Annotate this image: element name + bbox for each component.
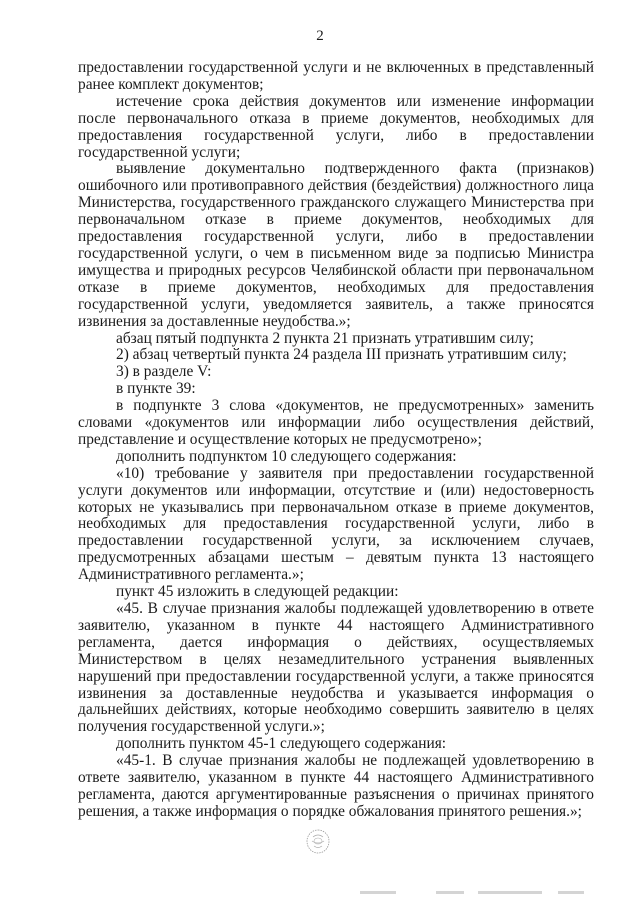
paragraph: «45-1. В случае признания жалобы не подлежащей удовлетворению в ответе заявителю, указанном в пункте 44 настоящего Административного регламента, даются аргументированные разъяснения о причинах принятого решения, а также информация о порядке обжалования принятого решения.»;	[78, 752, 594, 820]
scan-artifact	[478, 891, 542, 894]
paragraph: истечение срока действия документов или изменение информации после первоначального отказа в приеме документов, необходимых для предоставления государственной услуги, либо в предоставлении государственной услуги;	[78, 92, 594, 161]
scan-artifact	[436, 891, 464, 894]
paragraph: «45. В случае признания жалобы подлежащей удовлетворению в ответе заявителю, указанном в пункте 44 настоящего Административного регламента, дается информация о действиях, осуществляемых Министерством в целях незамедлительного устранения выявленных нарушений при предоставлении государственной услуги, а также приносятся извинения за доставленные неудобства и указывается информация о дальнейших действиях, которые необходимо совершить заявителю в целях получения государственной услуги.»;	[78, 600, 594, 736]
document-body	[78, 60, 594, 821]
paragraph: дополнить пунктом 45-1 следующего содержания:	[116, 735, 447, 753]
paragraph: выявление документально подтвержденного факта (признаков) ошибочного или противоправного действия (бездействия) должностного лица Министерства, государственного гражданского служащего Министерства при первоначальном отказе в приеме документов, необходимых для предоставления государственной услуги, либо в предоставлении государственной услуги, о чем в письменном виде за подписью Министра имущества и природных ресурсов Челябинской области при первоначальном отказе в приеме документов, необходимых для предоставления государственной услуги, уведомляется заявитель, а также приносятся извинения за доставленные неудобства.»;	[78, 160, 594, 330]
paragraph: в подпункте 3 слова «документов, не предусмотренных» заменить словами «документов или информации либо осуществления действий, представление и осуществление которых не предусмотрено»;	[78, 397, 594, 448]
scan-artifact	[558, 891, 584, 894]
seal-stamp-icon	[303, 828, 333, 856]
paragraph: пункт 45 изложить в следующей редакции:	[116, 583, 399, 601]
paragraph-continuation: предоставлении государственной услуги и не включенных в представленный ранее комплект документов;	[78, 59, 594, 93]
scan-artifact	[360, 891, 396, 894]
paragraph: «10) требование у заявителя при предоставлении государственной услуги документов или информации, отсутствие и (или) недостоверность которых не указывались при первоначальном отказе в приеме документов, необходимых для предоставления государственной услуги, либо в предоставлении государственной услуги, за исключением случаев, предусмотренных абзацами шестым – девятым пункта 13 настоящего Административного регламента.»;	[78, 464, 594, 584]
paragraph: 3) в разделе V:	[116, 363, 212, 381]
paragraph: дополнить подпунктом 10 следующего содержания:	[116, 447, 457, 465]
paragraph: 2) абзац четвертый пункта 24 раздела III признать утратившим силу;	[116, 346, 567, 364]
paragraph: в пункте 39:	[116, 380, 196, 398]
page-number: 2	[316, 28, 324, 44]
paragraph: абзац пятый подпункта 2 пункта 21 признать утратившим силу;	[116, 329, 534, 347]
